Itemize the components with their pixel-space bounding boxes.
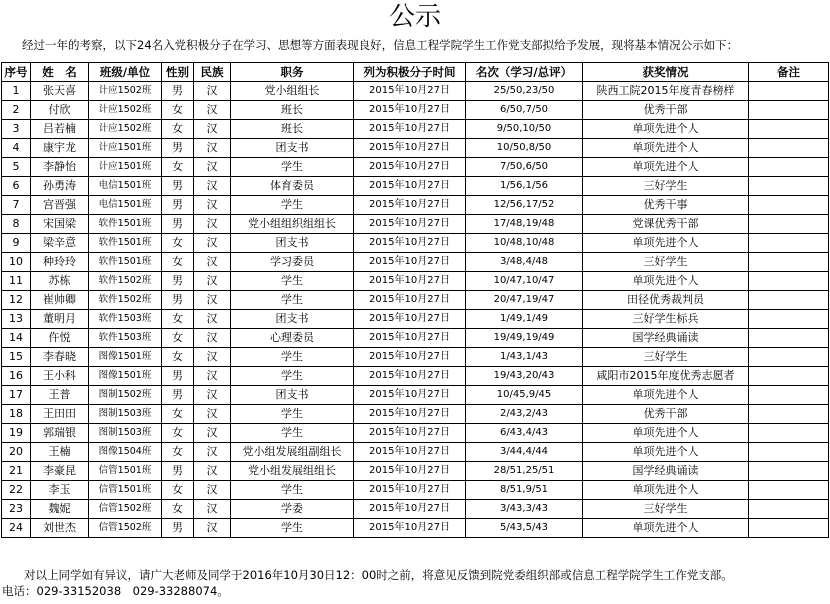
- header-index: 序号: [2, 63, 31, 82]
- cell-remarks: [749, 253, 829, 272]
- table-row: [2, 234, 829, 253]
- cell-ranking: 3/48,4/48: [466, 253, 583, 272]
- cell-name: 李豪昆: [31, 462, 89, 481]
- cell-remarks: [749, 272, 829, 291]
- cell-name: 仵悦: [31, 329, 89, 348]
- cell-ethnicity: 汉: [194, 196, 231, 215]
- cell-ethnicity: 汉: [194, 405, 231, 424]
- cell-index: 13: [2, 310, 31, 329]
- table-row: [2, 519, 829, 538]
- cell-position: 学生: [231, 481, 354, 500]
- cell-index: 24: [2, 519, 31, 538]
- cell-name: 李春晓: [31, 348, 89, 367]
- cell-class: 计应1501班: [89, 158, 162, 177]
- cell-activist-date: 2015年10月27日: [354, 272, 466, 291]
- cell-ethnicity: 汉: [194, 424, 231, 443]
- cell-index: 20: [2, 443, 31, 462]
- cell-activist-date: 2015年10月27日: [354, 443, 466, 462]
- cell-name: 王小科: [31, 367, 89, 386]
- cell-position: 学生: [231, 424, 354, 443]
- cell-activist-date: 2015年10月27日: [354, 101, 466, 120]
- cell-ethnicity: 汉: [194, 177, 231, 196]
- table-row: [2, 329, 829, 348]
- cell-class: 信管1502班: [89, 519, 162, 538]
- cell-class: 软件1503班: [89, 329, 162, 348]
- cell-ranking: 1/43,1/43: [466, 348, 583, 367]
- cell-ranking: 9/50,10/50: [466, 120, 583, 139]
- cell-index: 17: [2, 386, 31, 405]
- cell-index: 22: [2, 481, 31, 500]
- cell-ethnicity: 汉: [194, 158, 231, 177]
- cell-class: 图像1501班: [89, 348, 162, 367]
- cell-name: 魏妮: [31, 500, 89, 519]
- cell-position: 学生: [231, 291, 354, 310]
- cell-position: 学生: [231, 158, 354, 177]
- cell-ethnicity: 汉: [194, 139, 231, 158]
- cell-name: 种玲玲: [31, 253, 89, 272]
- cell-remarks: [749, 310, 829, 329]
- table-row: [2, 367, 829, 386]
- cell-class: 软件1501班: [89, 253, 162, 272]
- cell-activist-date: 2015年10月27日: [354, 500, 466, 519]
- cell-index: 9: [2, 234, 31, 253]
- table-row: [2, 139, 829, 158]
- cell-class: 图像1501班: [89, 367, 162, 386]
- table-row: [2, 386, 829, 405]
- cell-ranking: 19/49,19/49: [466, 329, 583, 348]
- cell-remarks: [749, 443, 829, 462]
- cell-index: 3: [2, 120, 31, 139]
- cell-remarks: [749, 462, 829, 481]
- cell-ranking: 19/43,20/43: [466, 367, 583, 386]
- cell-index: 2: [2, 101, 31, 120]
- cell-class: 软件1501班: [89, 215, 162, 234]
- cell-gender: 女: [162, 120, 194, 139]
- cell-remarks: [749, 101, 829, 120]
- table-row: [2, 481, 829, 500]
- cell-position: 班长: [231, 101, 354, 120]
- table-row: [2, 101, 829, 120]
- cell-gender: 男: [162, 291, 194, 310]
- table-row: [2, 348, 829, 367]
- cell-remarks: [749, 177, 829, 196]
- cell-name: 刘世杰: [31, 519, 89, 538]
- cell-ethnicity: 汉: [194, 367, 231, 386]
- cell-index: 11: [2, 272, 31, 291]
- table-row: [2, 120, 829, 139]
- cell-name: 孙勇涛: [31, 177, 89, 196]
- cell-remarks: [749, 215, 829, 234]
- cell-position: 学生: [231, 367, 354, 386]
- cell-activist-date: 2015年10月27日: [354, 405, 466, 424]
- cell-awards: 单项先进个人: [583, 386, 749, 405]
- cell-ethnicity: 汉: [194, 234, 231, 253]
- cell-index: 10: [2, 253, 31, 272]
- cell-index: 8: [2, 215, 31, 234]
- cell-ethnicity: 汉: [194, 291, 231, 310]
- cell-position: 党小组组长: [231, 82, 354, 101]
- cell-class: 图制1503班: [89, 424, 162, 443]
- cell-gender: 女: [162, 348, 194, 367]
- cell-position: 团支书: [231, 234, 354, 253]
- cell-position: 学生: [231, 196, 354, 215]
- cell-activist-date: 2015年10月27日: [354, 367, 466, 386]
- cell-ethnicity: 汉: [194, 253, 231, 272]
- cell-ethnicity: 汉: [194, 329, 231, 348]
- cell-ranking: 7/50,6/50: [466, 158, 583, 177]
- cell-activist-date: 2015年10月27日: [354, 329, 466, 348]
- cell-activist-date: 2015年10月27日: [354, 139, 466, 158]
- cell-index: 7: [2, 196, 31, 215]
- cell-index: 19: [2, 424, 31, 443]
- cell-awards: 国学经典诵读: [583, 329, 749, 348]
- cell-name: 梁辛意: [31, 234, 89, 253]
- header-ethnicity: 民族: [194, 63, 231, 82]
- cell-position: 学生: [231, 519, 354, 538]
- cell-ethnicity: 汉: [194, 82, 231, 101]
- cell-ethnicity: 汉: [194, 443, 231, 462]
- header-awards: 获奖情况: [583, 63, 749, 82]
- cell-position: 党小组发展组组长: [231, 462, 354, 481]
- cell-gender: 女: [162, 310, 194, 329]
- cell-gender: 女: [162, 443, 194, 462]
- cell-gender: 男: [162, 139, 194, 158]
- cell-activist-date: 2015年10月27日: [354, 177, 466, 196]
- cell-remarks: [749, 519, 829, 538]
- cell-class: 图制1502班: [89, 386, 162, 405]
- cell-index: 5: [2, 158, 31, 177]
- cell-index: 6: [2, 177, 31, 196]
- cell-activist-date: 2015年10月27日: [354, 348, 466, 367]
- cell-class: 软件1502班: [89, 272, 162, 291]
- cell-index: 21: [2, 462, 31, 481]
- cell-ranking: 25/50,23/50: [466, 82, 583, 101]
- cell-gender: 男: [162, 386, 194, 405]
- cell-activist-date: 2015年10月27日: [354, 82, 466, 101]
- cell-gender: 女: [162, 101, 194, 120]
- cell-gender: 男: [162, 519, 194, 538]
- cell-class: 计应1501班: [89, 139, 162, 158]
- cell-awards: 党课优秀干部: [583, 215, 749, 234]
- table-header-row: [2, 63, 829, 82]
- cell-index: 16: [2, 367, 31, 386]
- cell-ranking: 3/43,3/43: [466, 500, 583, 519]
- cell-gender: 女: [162, 481, 194, 500]
- cell-awards: 田径优秀裁判员: [583, 291, 749, 310]
- table-row: [2, 291, 829, 310]
- cell-ethnicity: 汉: [194, 386, 231, 405]
- cell-awards: 三好学生: [583, 253, 749, 272]
- cell-name: 康宇龙: [31, 139, 89, 158]
- cell-ranking: 12/56,17/52: [466, 196, 583, 215]
- cell-position: 学生: [231, 272, 354, 291]
- cell-awards: 单项先进个人: [583, 120, 749, 139]
- cell-class: 信管1502班: [89, 500, 162, 519]
- header-ranking: 名次（学习/总评）: [466, 63, 583, 82]
- cell-activist-date: 2015年10月27日: [354, 481, 466, 500]
- cell-ethnicity: 汉: [194, 272, 231, 291]
- cell-ethnicity: 汉: [194, 101, 231, 120]
- cell-awards: 单项先进个人: [583, 424, 749, 443]
- cell-remarks: [749, 405, 829, 424]
- cell-awards: 优秀干事: [583, 196, 749, 215]
- cell-ranking: 20/47,19/47: [466, 291, 583, 310]
- cell-awards: 单项先进个人: [583, 158, 749, 177]
- cell-remarks: [749, 120, 829, 139]
- cell-index: 18: [2, 405, 31, 424]
- cell-ethnicity: 汉: [194, 348, 231, 367]
- cell-ranking: 10/48,10/48: [466, 234, 583, 253]
- table-row: [2, 500, 829, 519]
- table-row: [2, 424, 829, 443]
- cell-remarks: [749, 348, 829, 367]
- cell-awards: 国学经典诵读: [583, 462, 749, 481]
- cell-name: 宫晋强: [31, 196, 89, 215]
- cell-class: 电信1501班: [89, 196, 162, 215]
- cell-awards: 三好学生标兵: [583, 310, 749, 329]
- cell-position: 班长: [231, 120, 354, 139]
- cell-awards: 单项先进个人: [583, 234, 749, 253]
- cell-ethnicity: 汉: [194, 519, 231, 538]
- cell-position: 学委: [231, 500, 354, 519]
- cell-awards: 三好学生: [583, 348, 749, 367]
- cell-position: 党小组发展组副组长: [231, 443, 354, 462]
- cell-awards: 咸阳市2015年度优秀志愿者: [583, 367, 749, 386]
- cell-class: 软件1501班: [89, 234, 162, 253]
- cell-ethnicity: 汉: [194, 462, 231, 481]
- table-row: [2, 196, 829, 215]
- cell-ranking: 28/51,25/51: [466, 462, 583, 481]
- cell-activist-date: 2015年10月27日: [354, 462, 466, 481]
- table-row: [2, 310, 829, 329]
- cell-name: 李玉: [31, 481, 89, 500]
- cell-ranking: 8/51,9/51: [466, 481, 583, 500]
- cell-ranking: 10/50,8/50: [466, 139, 583, 158]
- cell-gender: 男: [162, 177, 194, 196]
- table-row: [2, 443, 829, 462]
- cell-ranking: 10/47,10/47: [466, 272, 583, 291]
- candidates-table: [1, 62, 829, 538]
- cell-ranking: 6/43,4/43: [466, 424, 583, 443]
- footer-phone: 电话：029-33152038 029-33288074。: [2, 584, 229, 598]
- cell-name: 李静怡: [31, 158, 89, 177]
- cell-awards: 单项先进个人: [583, 443, 749, 462]
- cell-gender: 女: [162, 424, 194, 443]
- header-name: 姓 名: [31, 63, 89, 82]
- cell-index: 4: [2, 139, 31, 158]
- cell-awards: 单项先进个人: [583, 481, 749, 500]
- cell-remarks: [749, 386, 829, 405]
- footer-note: 对以上同学如有异议，请广大老师及同学于2016年10月30日12：00时之前，将意见反馈到院党委组织部或信息工程学院学生工作党支部。: [24, 568, 733, 582]
- intro-text: 经过一年的考察，以下24名入党积极分子在学习、思想等方面表现良好，信息工程学院学生工作党支部拟给予发展，现将基本情况公示如下：: [22, 38, 739, 52]
- cell-ranking: 6/50,7/50: [466, 101, 583, 120]
- table-row: [2, 462, 829, 481]
- cell-position: 党小组组织组组长: [231, 215, 354, 234]
- cell-gender: 男: [162, 196, 194, 215]
- header-position: 职务: [231, 63, 354, 82]
- cell-position: 体育委员: [231, 177, 354, 196]
- cell-class: 电信1501班: [89, 177, 162, 196]
- cell-remarks: [749, 158, 829, 177]
- cell-index: 12: [2, 291, 31, 310]
- cell-class: 信管1501班: [89, 462, 162, 481]
- table-row: [2, 215, 829, 234]
- cell-remarks: [749, 481, 829, 500]
- cell-index: 14: [2, 329, 31, 348]
- cell-awards: 三好学生: [583, 177, 749, 196]
- cell-ethnicity: 汉: [194, 215, 231, 234]
- table-row: [2, 253, 829, 272]
- cell-position: 学习委员: [231, 253, 354, 272]
- cell-activist-date: 2015年10月27日: [354, 519, 466, 538]
- cell-gender: 男: [162, 215, 194, 234]
- cell-ranking: 5/43,5/43: [466, 519, 583, 538]
- cell-name: 董明月: [31, 310, 89, 329]
- cell-class: 计应1502班: [89, 101, 162, 120]
- cell-gender: 男: [162, 367, 194, 386]
- cell-activist-date: 2015年10月27日: [354, 196, 466, 215]
- cell-remarks: [749, 329, 829, 348]
- cell-position: 学生: [231, 348, 354, 367]
- cell-name: 崔帅卿: [31, 291, 89, 310]
- cell-awards: 优秀干部: [583, 101, 749, 120]
- cell-activist-date: 2015年10月27日: [354, 158, 466, 177]
- cell-ranking: 3/44,4/44: [466, 443, 583, 462]
- cell-name: 付欣: [31, 101, 89, 120]
- cell-activist-date: 2015年10月27日: [354, 424, 466, 443]
- cell-name: 郭瑞银: [31, 424, 89, 443]
- cell-class: 计应1502班: [89, 120, 162, 139]
- cell-remarks: [749, 82, 829, 101]
- cell-name: 王田田: [31, 405, 89, 424]
- cell-ranking: 1/49,1/49: [466, 310, 583, 329]
- cell-gender: 女: [162, 158, 194, 177]
- cell-activist-date: 2015年10月27日: [354, 310, 466, 329]
- cell-awards: 陕西工院2015年度青春榜样: [583, 82, 749, 101]
- cell-activist-date: 2015年10月27日: [354, 234, 466, 253]
- table-row: [2, 177, 829, 196]
- header-class: 班级/单位: [89, 63, 162, 82]
- cell-class: 图像1504班: [89, 443, 162, 462]
- cell-awards: 三好学生: [583, 500, 749, 519]
- table-body: [2, 82, 829, 538]
- header-activist-date: 列为积极分子时间: [354, 63, 466, 82]
- table-row: [2, 405, 829, 424]
- cell-activist-date: 2015年10月27日: [354, 215, 466, 234]
- cell-name: 苏栋: [31, 272, 89, 291]
- cell-remarks: [749, 367, 829, 386]
- cell-gender: 男: [162, 462, 194, 481]
- cell-remarks: [749, 424, 829, 443]
- cell-awards: 单项先进个人: [583, 272, 749, 291]
- cell-gender: 女: [162, 234, 194, 253]
- cell-class: 信管1501班: [89, 481, 162, 500]
- cell-remarks: [749, 196, 829, 215]
- cell-position: 团支书: [231, 310, 354, 329]
- cell-index: 1: [2, 82, 31, 101]
- cell-name: 王普: [31, 386, 89, 405]
- cell-gender: 女: [162, 253, 194, 272]
- cell-name: 张天喜: [31, 82, 89, 101]
- cell-activist-date: 2015年10月27日: [354, 386, 466, 405]
- table-row: [2, 82, 829, 101]
- cell-ranking: 10/45,9/45: [466, 386, 583, 405]
- cell-awards: 优秀干部: [583, 405, 749, 424]
- table-row: [2, 158, 829, 177]
- cell-class: 计应1502班: [89, 82, 162, 101]
- cell-ethnicity: 汉: [194, 310, 231, 329]
- cell-ethnicity: 汉: [194, 481, 231, 500]
- cell-awards: 单项先进个人: [583, 139, 749, 158]
- header-gender: 性别: [162, 63, 194, 82]
- cell-activist-date: 2015年10月27日: [354, 120, 466, 139]
- cell-name: 王楠: [31, 443, 89, 462]
- cell-remarks: [749, 500, 829, 519]
- cell-ranking: 1/56,1/56: [466, 177, 583, 196]
- cell-ranking: 2/43,2/43: [466, 405, 583, 424]
- page-title: 公示: [388, 2, 441, 32]
- cell-remarks: [749, 234, 829, 253]
- cell-remarks: [749, 139, 829, 158]
- cell-index: 15: [2, 348, 31, 367]
- header-remarks: 备注: [749, 63, 829, 82]
- cell-name: 宋国梁: [31, 215, 89, 234]
- cell-position: 学生: [231, 405, 354, 424]
- cell-gender: 女: [162, 329, 194, 348]
- cell-class: 软件1503班: [89, 310, 162, 329]
- cell-ethnicity: 汉: [194, 120, 231, 139]
- cell-ranking: 17/48,19/48: [466, 215, 583, 234]
- cell-position: 团支书: [231, 139, 354, 158]
- table-row: [2, 272, 829, 291]
- cell-awards: 单项先进个人: [583, 519, 749, 538]
- cell-remarks: [749, 291, 829, 310]
- cell-activist-date: 2015年10月27日: [354, 253, 466, 272]
- cell-position: 心理委员: [231, 329, 354, 348]
- cell-class: 软件1502班: [89, 291, 162, 310]
- cell-gender: 女: [162, 405, 194, 424]
- cell-name: 吕若楠: [31, 120, 89, 139]
- cell-class: 图制1503班: [89, 405, 162, 424]
- cell-gender: 女: [162, 500, 194, 519]
- cell-position: 团支书: [231, 386, 354, 405]
- cell-activist-date: 2015年10月27日: [354, 291, 466, 310]
- cell-index: 23: [2, 500, 31, 519]
- cell-gender: 男: [162, 272, 194, 291]
- cell-ethnicity: 汉: [194, 500, 231, 519]
- cell-gender: 男: [162, 82, 194, 101]
